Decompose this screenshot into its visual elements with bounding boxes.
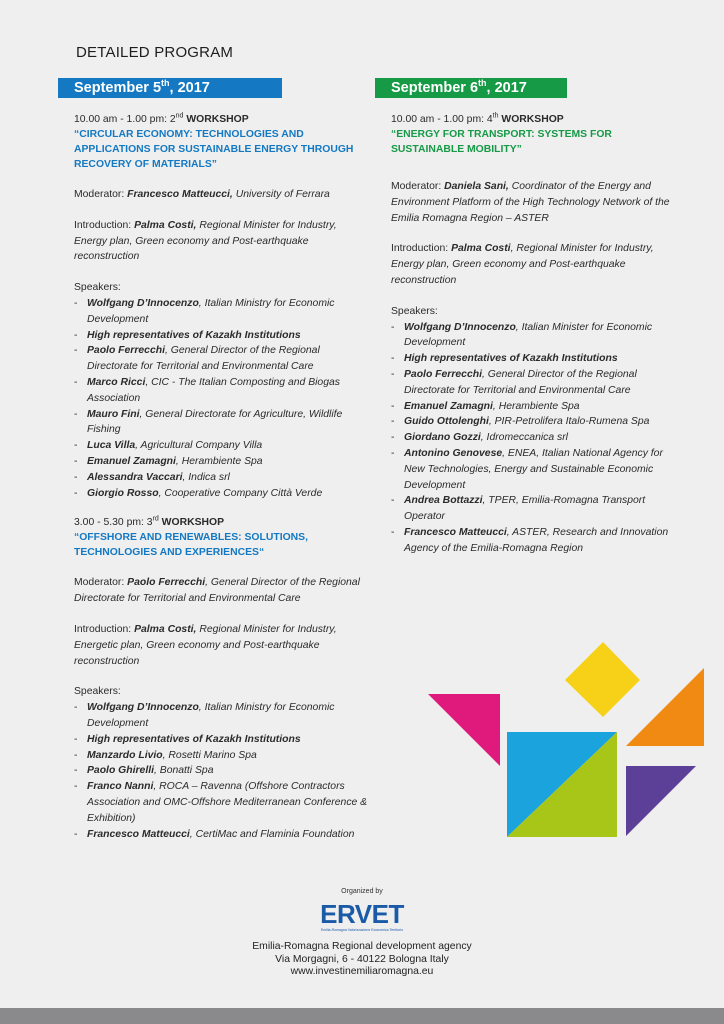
speaker-name: Guido Ottolenghi: [404, 416, 489, 428]
speaker-item: [74, 343, 368, 375]
speaker-item: [391, 446, 685, 493]
time-text: 10.00 am - 1.00 pm: 4: [391, 114, 493, 125]
speaker-affiliation: , Idromeccanica srl: [480, 432, 568, 444]
speaker-item: [74, 700, 368, 732]
speaker-name: Andrea Bottazzi: [404, 495, 483, 507]
speaker-item: [391, 399, 685, 415]
logo-tagline: Emilia-Romagna Valorizzazione Economica Territorio: [320, 928, 404, 932]
speakers-label: Speakers:: [391, 305, 438, 317]
speaker-item: [74, 470, 368, 486]
speaker-list: [74, 296, 368, 501]
speaker-affiliation: , ENEA, Italian National Agency for New Technologies, Energy and Sustainable Economic Development: [404, 447, 663, 491]
speaker-item: [74, 328, 368, 344]
moderator-desc: , General Director of the Regional Directorate for Territorial and Environmental Care: [74, 577, 360, 605]
date-suffix: th: [161, 78, 170, 89]
speaker-affiliation: , Cooperative Company Città Verde: [158, 487, 323, 499]
speaker-name: High representatives of Kazakh Institutions: [87, 733, 301, 745]
ordinal: nd: [175, 112, 184, 120]
speaker-item: [391, 525, 685, 557]
bottom-bar: [0, 1008, 724, 1024]
speaker-item: [391, 320, 685, 352]
speaker-name: Wolfgang D’Innocenzo: [404, 321, 516, 333]
workshop-3-time: [74, 515, 368, 530]
speaker-item: [74, 748, 368, 764]
workshop-3-moderator: [74, 575, 368, 607]
speaker-name: Paolo Ferrecchi: [87, 345, 165, 357]
speaker-name: Paolo Ghirelli: [87, 765, 154, 777]
page-title: DETAILED PROGRAM: [76, 44, 234, 61]
speaker-item: [391, 367, 685, 399]
speaker-affiliation: , ASTER, Research and Innovation Agency of the Emilia-Romagna Region: [404, 526, 669, 554]
speaker-name: Wolfgang D’Innocenzo: [87, 702, 199, 714]
moderator-name: Paolo Ferrecchi: [127, 577, 206, 589]
moderator-desc: Coordinator of the Energy and Environment Platform of the High Technology Network of the Emilia Romagna Region – ASTER: [391, 181, 670, 224]
moderator-label: Moderator:: [391, 181, 445, 192]
speaker-name: Wolfgang D’Innocenzo: [87, 297, 199, 309]
time-text: 10.00 am - 1.00 pm: 2: [74, 114, 176, 125]
intro-label: Introduction:: [74, 219, 135, 231]
speakers-label: Speakers:: [74, 686, 121, 698]
speaker-name: Francesco Matteucci: [404, 526, 507, 538]
speaker-item: [74, 779, 368, 826]
speaker-item: [74, 407, 368, 439]
workshop-2-moderator: [74, 187, 368, 203]
speaker-item: [391, 493, 685, 525]
workshop-2-time: [74, 112, 368, 127]
date-year: , 2017: [169, 80, 210, 96]
speaker-affiliation: , Italian Ministry for Economic Development: [87, 297, 335, 325]
workshop-4-moderator: [391, 179, 685, 226]
date-suffix: th: [478, 78, 487, 89]
date-bar-sep5: [58, 78, 282, 98]
workshop-label: WORKSHOP: [158, 517, 225, 529]
intro-name: Palma Costi: [451, 243, 511, 255]
ervet-logo: [317, 901, 407, 935]
speaker-affiliation: , General Director of the Regional Directorate for Territorial and Environmental Care: [87, 345, 320, 373]
speaker-item: [74, 296, 368, 328]
speaker-affiliation: , Italian Minister for Economic Development: [404, 321, 653, 349]
workshop-label: WORKSHOP: [498, 114, 564, 125]
speaker-affiliation: , PIR-Petrolifera Italo-Rumena Spa: [488, 416, 650, 428]
website-link[interactable]: www.investinemiliaromagna.eu: [290, 966, 434, 977]
speaker-name: High representatives of Kazakh Institutions: [404, 353, 618, 365]
speaker-name: Manzardo Livio: [87, 749, 163, 761]
speaker-affiliation: , General Director of the Regional Directorate for Territorial and Environmental Care: [404, 368, 637, 396]
speaker-list: [74, 700, 368, 842]
intro-label: Introduction:: [74, 623, 135, 635]
speakers-label: Speakers:: [74, 282, 121, 294]
speaker-name: Giorgio Rosso: [87, 487, 159, 499]
workshop-2-title: “CIRCULAR ECONOMY: TECHNOLOGIES AND APPLICATIONS FOR SUSTAINABLE ENERGY THROUGH RECOVERY OF MATERIALS”: [74, 129, 354, 170]
intro-name: Palma Costi,: [134, 219, 197, 231]
workshop-3-intro: [74, 622, 368, 669]
organized-by-label: Organized by: [341, 888, 383, 895]
speaker-affiliation: , Herambiente Spa: [492, 400, 580, 412]
speaker-affiliation: , TPER, Emilia-Romagna Transport Operator: [404, 495, 646, 523]
intro-label: Introduction:: [391, 243, 452, 255]
ordinal: rd: [152, 515, 159, 523]
speaker-name: Marco Ricci: [87, 376, 146, 388]
logo-wordmark: ERVET: [320, 899, 404, 929]
magenta-triangle: [428, 694, 500, 766]
moderator-name: Francesco Matteucci,: [127, 189, 233, 200]
moderator-name: Daniela Sani,: [444, 181, 509, 192]
speaker-name: High representatives of Kazakh Institutions: [87, 329, 301, 341]
workshop-label: WORKSHOP: [183, 114, 249, 125]
speaker-name: Giordano Gozzi: [404, 432, 481, 444]
purple-triangle: [626, 766, 696, 836]
agency-name: Emilia-Romagna Regional development agency: [252, 941, 472, 952]
speaker-affiliation: , Bonatti Spa: [153, 765, 214, 777]
day-2-column: [375, 78, 685, 557]
speaker-name: Alessandra Vaccari: [87, 471, 183, 483]
speaker-item: [74, 454, 368, 470]
speaker-item: [74, 375, 368, 407]
speaker-affiliation: , Italian Ministry for Economic Development: [87, 702, 335, 729]
speaker-name: Mauro Fini: [87, 408, 140, 420]
speaker-item: [391, 430, 685, 446]
speaker-affiliation: , Herambiente Spa: [175, 455, 263, 467]
speaker-item: [391, 351, 685, 367]
speaker-affiliation: , Rosetti Marino Spa: [162, 749, 257, 761]
speaker-item: [74, 486, 368, 502]
speaker-item: [391, 414, 685, 430]
speaker-item: [74, 732, 368, 748]
date-text: September 6: [391, 80, 479, 96]
tangram-decoration: [420, 640, 710, 840]
ordinal: th: [492, 112, 499, 120]
speaker-name: Paolo Ferrecchi: [404, 368, 482, 380]
date-text: September 5: [74, 80, 162, 96]
workshop-4-intro: [391, 241, 685, 288]
speaker-affiliation: , CIC - The Italian Composting and Biogas Association: [87, 376, 340, 404]
speaker-name: Antonino Genovese: [404, 447, 503, 459]
speaker-list: [391, 320, 685, 557]
workshop-2-intro: [74, 218, 368, 265]
workshop-4-time: [391, 112, 685, 127]
speaker-affiliation: , Agricultural Company Villa: [135, 440, 263, 452]
address-block: [0, 941, 724, 979]
workshop-3-title: “OFFSHORE AND RENEWABLES: SOLUTIONS, TECHNOLOGIES AND EXPERIENCES“: [74, 532, 308, 559]
time-text: 3.00 - 5.30 pm: 3: [74, 517, 153, 529]
speaker-affiliation: , ROCA – Ravenna (Offshore Contractors Association and OMC-Offshore Mediterranean Conference & Exhibition): [87, 781, 368, 824]
moderator-desc: University of Ferrara: [232, 189, 330, 200]
speaker-affiliation: , Indica srl: [182, 471, 230, 483]
street-address: Via Morgagni, 6 - 40122 Bologna Italy: [275, 953, 449, 965]
speaker-item: [74, 827, 368, 843]
intro-desc: Regional Minister for Industry, Energy plan, Green economy and Post-earthquake reconstruction: [74, 219, 337, 263]
intro-name: Palma Costi,: [134, 623, 197, 635]
speaker-item: [74, 438, 368, 454]
footer: [0, 888, 724, 979]
workshop-4-title: “ENERGY FOR TRANSPORT: SYSTEMS FOR SUSTAINABLE MOBILITY”: [391, 129, 612, 155]
speaker-name: Franco Nanni: [87, 781, 154, 793]
speaker-affiliation: , General Directorate for Agriculture, Wildlife Fishing: [87, 408, 343, 436]
day-1-column: [58, 78, 368, 842]
speaker-name: Luca Villa: [87, 440, 136, 452]
moderator-label: Moderator:: [74, 189, 128, 200]
speaker-affiliation: , CertiMac and Flaminia Foundation: [189, 828, 355, 840]
date-year: , 2017: [486, 80, 527, 96]
date-bar-sep6: [375, 78, 567, 98]
yellow-square: [565, 642, 640, 717]
speaker-name: Emanuel Zamagni: [87, 455, 176, 467]
speaker-name: Emanuel Zamagni: [404, 400, 493, 412]
speaker-name: Francesco Matteucci: [87, 828, 190, 840]
intro-desc: Regional Minister for Industry, Energetic plan, Green economy and Post-earthquake reconstruction: [74, 623, 337, 667]
moderator-label: Moderator:: [74, 577, 128, 589]
speaker-item: [74, 763, 368, 779]
intro-desc: , Regional Minister for Industry, Energy plan, Green economy and Post-earthquake reconstruction: [391, 243, 654, 286]
